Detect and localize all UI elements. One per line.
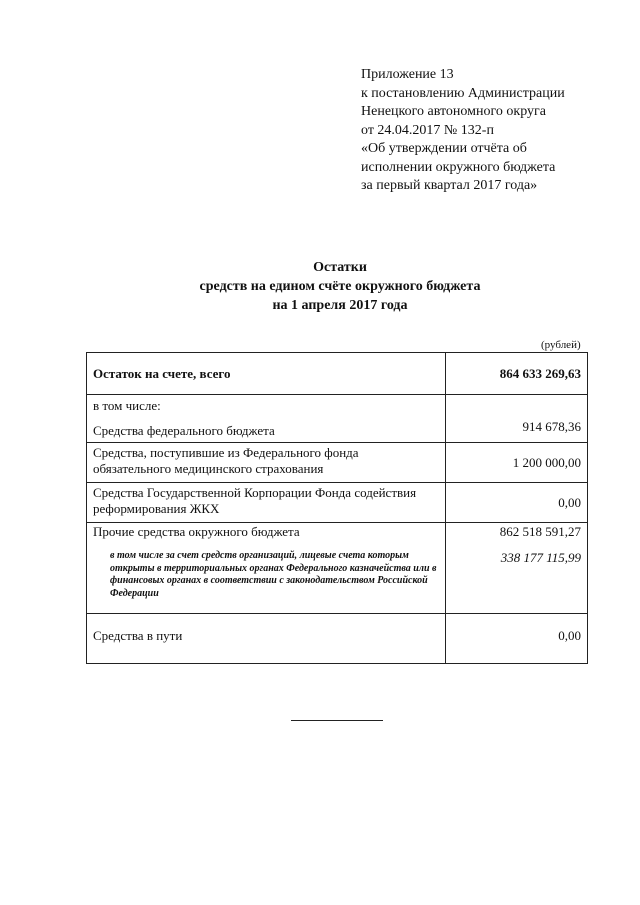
total-label: Остаток на счете, всего (87, 353, 446, 395)
other-sub-value: 338 177 115,99 (500, 550, 581, 565)
appendix-line: к постановлению Администрации (361, 85, 565, 101)
document-date: на 1 апреля 2017 года (272, 298, 408, 313)
appendix-line: «Об утверждении отчёта об (361, 141, 527, 156)
gk-value: 0,00 (446, 483, 588, 523)
unit-label: (рублей) (541, 339, 581, 351)
transit-label: Средства в пути (87, 614, 446, 664)
other-value: 862 518 591,27 (499, 524, 581, 539)
oms-value: 1 200 000,00 (446, 443, 588, 483)
other-sub-label: в том числе за счет средств организаций, лицевые счета которым открыты в территориальных органах Федерального казначейства или в финансовых органах в соответствии с законодательством Российской Федерации (110, 550, 437, 599)
appendix-block (361, 66, 565, 196)
other-label: Прочие средства окружного бюджета (93, 524, 300, 539)
gk-label: Средства Государственной Корпорации Фонда содействия реформирования ЖКХ (87, 483, 446, 523)
table-row (87, 353, 588, 395)
table-row (87, 443, 588, 483)
closing-rule (291, 720, 383, 721)
including-cell (87, 395, 446, 443)
table-row (87, 523, 588, 614)
including-label: в том числе: (93, 398, 161, 413)
appendix-line: за первый квартал 2017 года» (361, 178, 538, 193)
total-value: 864 633 269,63 (446, 353, 588, 395)
document-title: Остатки (313, 260, 367, 275)
table-row (87, 483, 588, 523)
document-subtitle: средств на едином счёте окружного бюджета (199, 279, 481, 294)
table-row (87, 395, 588, 443)
balances-table (86, 352, 588, 664)
table-row (87, 614, 588, 664)
federal-label: Средства федерального бюджета (93, 423, 275, 438)
appendix-line: Приложение 13 (361, 67, 454, 82)
other-cell (87, 523, 446, 614)
federal-value: 914 678,36 (446, 395, 588, 443)
appendix-line: исполнении окружного бюджета (361, 159, 556, 175)
appendix-line: Ненецкого автономного округа (361, 104, 546, 119)
other-value-cell (446, 523, 588, 614)
oms-label: Средства, поступившие из Федерального фонда обязательного медицинского страхования (87, 443, 446, 483)
appendix-line: от 24.04.2017 № 132-п (361, 122, 494, 138)
transit-value: 0,00 (446, 614, 588, 664)
